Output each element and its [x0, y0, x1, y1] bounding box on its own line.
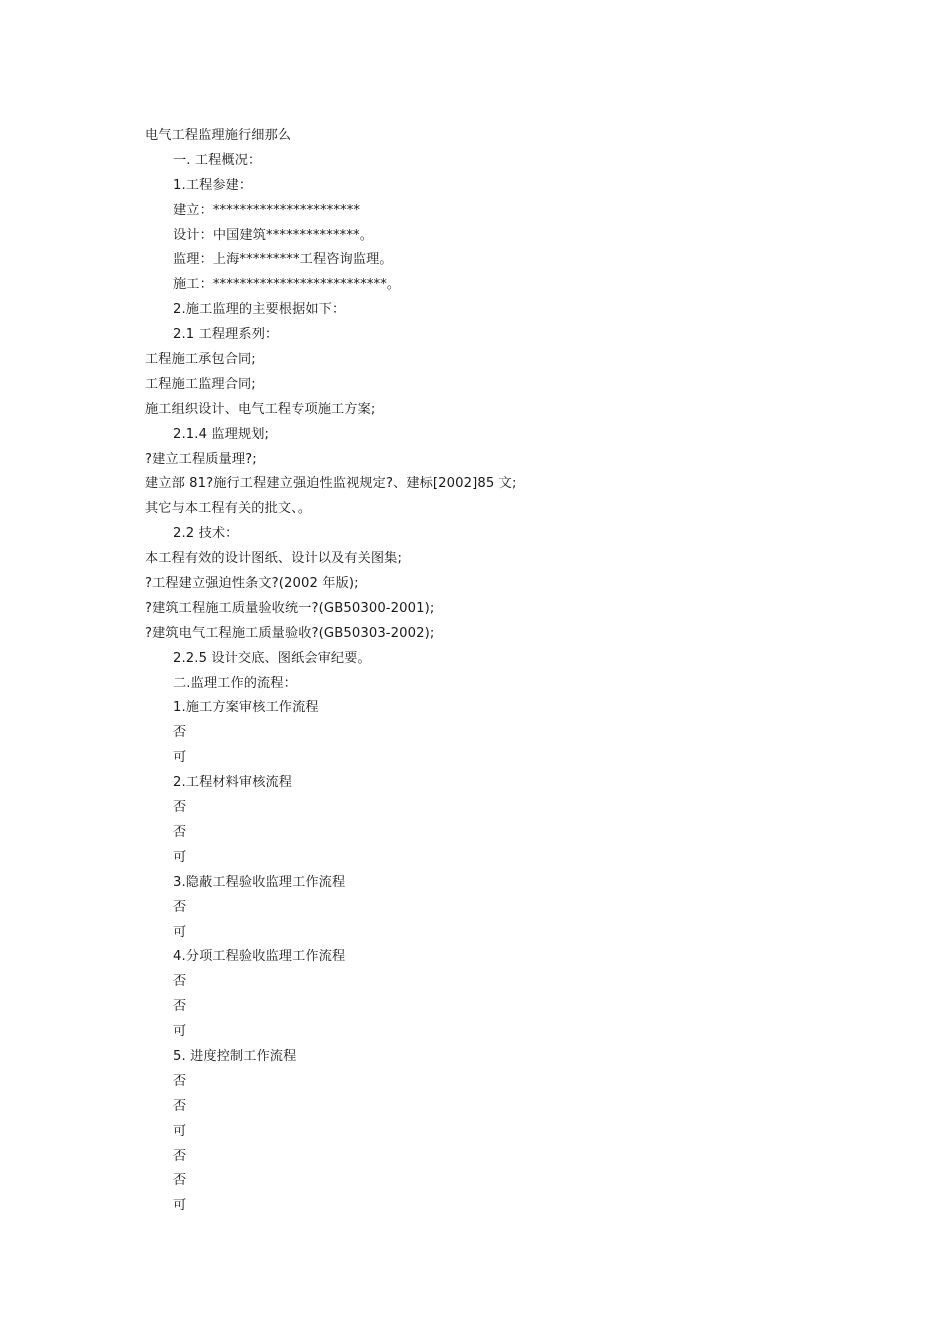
text-line: 本工程有效的设计图纸、设计以及有关图集;: [145, 551, 403, 567]
text-line: 2.工程材料审核流程: [173, 775, 293, 791]
text-line: 否: [173, 1098, 187, 1114]
document-body: [145, 124, 845, 1219]
text-line: 可: [173, 849, 187, 865]
text-line: 5. 进度控制工作流程: [173, 1048, 297, 1064]
text-line: 否: [173, 974, 187, 990]
text-line: 建立部 81?施行工程建立强迫性监视规定?、建标[2002]85 文;: [145, 476, 517, 492]
text-line: 否: [173, 824, 187, 840]
document-title: 电气工程监理施行细那么: [145, 128, 292, 143]
text-line: 可: [173, 924, 187, 940]
text-line: 2.1 工程理系列：: [173, 327, 279, 343]
text-line: 施工：**************************。: [173, 277, 401, 293]
text-line: 一. 工程概况：: [173, 152, 262, 168]
text-line: 3.隐蔽工程验收监理工作流程: [173, 874, 346, 890]
text-line: 4.分项工程验收监理工作流程: [173, 949, 346, 965]
text-line: ?建筑电气工程施工质量验收?(GB50303-2002);: [145, 625, 435, 641]
text-line: 否: [173, 725, 187, 741]
text-line: 设计：中国建筑**************。: [173, 227, 374, 243]
text-line: 施工组织设计、电气工程专项施工方案;: [145, 401, 376, 417]
text-line: 其它与本工程有关的批文、。: [145, 501, 312, 517]
text-line: 否: [173, 800, 187, 816]
text-line: 2.1.4 监理规划;: [173, 426, 270, 442]
text-line: 工程施工承包合同;: [145, 352, 256, 368]
text-line: 二.监理工作的流程：: [173, 675, 297, 691]
text-line: 否: [173, 899, 187, 915]
text-line: 可: [173, 750, 187, 766]
text-line: 工程施工监理合同;: [145, 376, 256, 392]
text-line: 2.2 技术：: [173, 526, 239, 542]
text-line: ?建立工程质量理?;: [145, 451, 257, 467]
text-line: 可: [173, 1198, 187, 1214]
text-line: 否: [173, 999, 187, 1015]
text-line: 建立：**********************: [173, 202, 361, 218]
text-line: 监理：上海*********工程咨询监理。: [173, 252, 393, 268]
text-line: ?工程建立强迫性条文?(2002 年版);: [145, 576, 359, 592]
text-line: 1.施工方案审核工作流程: [173, 700, 319, 716]
text-line: 否: [173, 1173, 187, 1189]
text-line: 2.施工监理的主要根据如下：: [173, 302, 346, 318]
text-line: 2.2.5 设计交底、图纸会审纪要。: [173, 650, 371, 666]
text-line: 1.工程参建：: [173, 177, 253, 193]
text-line: 否: [173, 1073, 187, 1089]
text-line: 可: [173, 1024, 187, 1040]
text-line: ?建筑工程施工质量验收统一?(GB50300-2001);: [145, 600, 435, 616]
text-line: 否: [173, 1148, 187, 1164]
text-line: 可: [173, 1123, 187, 1139]
